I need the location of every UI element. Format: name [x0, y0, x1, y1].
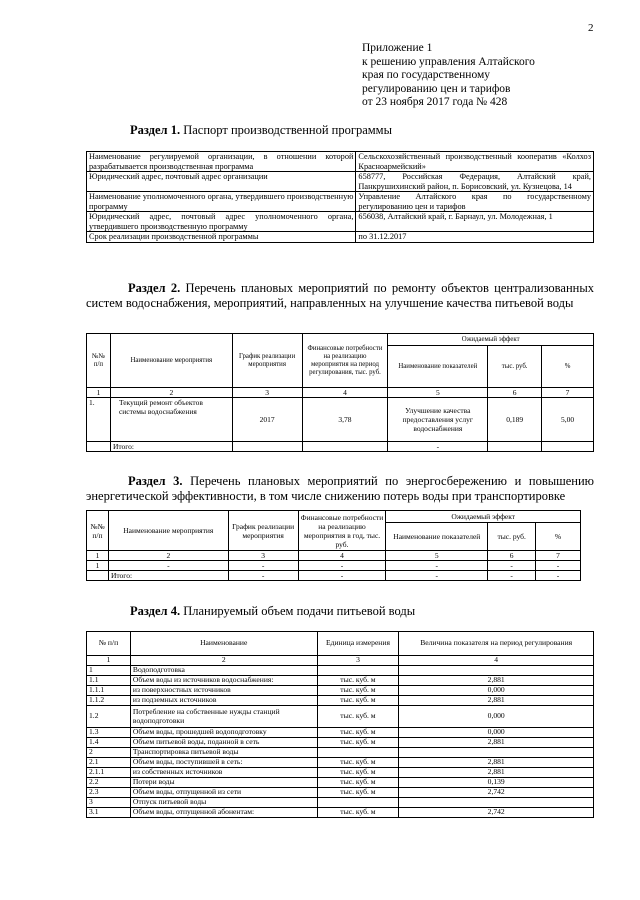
table-row — [87, 788, 594, 798]
header-num: № п/п — [87, 632, 131, 656]
table-row — [87, 192, 594, 212]
table-row — [87, 232, 594, 243]
header-indicator: Наименование показателей — [388, 346, 488, 388]
table-total-row — [87, 442, 594, 452]
row-name: Транспортировка питьевой воды — [130, 748, 317, 758]
row-num: 3 — [87, 798, 131, 808]
table-cell: - — [386, 571, 488, 581]
header-num: №№ п/п — [87, 511, 109, 551]
header-thousand: тыс. руб. — [488, 523, 536, 551]
table-row — [87, 561, 581, 571]
total-label: Итого: — [110, 442, 232, 452]
column-number: 5 — [388, 388, 488, 398]
column-number-row — [87, 656, 594, 666]
row-unit: тыс. куб. м — [317, 808, 399, 818]
column-number: 2 — [108, 551, 228, 561]
row-value: 2,881 — [399, 676, 594, 686]
table-row — [87, 808, 594, 818]
row-name: из подземных источников — [130, 696, 317, 706]
row-unit: тыс. куб. м — [317, 686, 399, 696]
appendix-line: к решению управления Алтайского — [362, 55, 535, 68]
table-cell: Наименование уполномоченного органа, утвердившего производственную программу — [87, 192, 356, 212]
table-row — [87, 152, 594, 172]
row-unit: тыс. куб. м — [317, 788, 399, 798]
row-unit — [317, 666, 399, 676]
row-unit — [317, 748, 399, 758]
row-value: 0,000 — [399, 706, 594, 728]
header-schedule: График реализации мероприятия — [228, 511, 298, 551]
column-number: 7 — [536, 551, 581, 561]
column-number: 7 — [542, 388, 594, 398]
table-cell — [542, 442, 594, 452]
row-name: из собственных источников — [130, 768, 317, 778]
row-name: Водоподготовка — [130, 666, 317, 676]
row-value — [399, 798, 594, 808]
table-cell: - — [298, 561, 386, 571]
row-value: 2,881 — [399, 738, 594, 748]
row-unit: тыс. куб. м — [317, 676, 399, 686]
column-number: 6 — [488, 551, 536, 561]
row-name: из поверхностных источников — [130, 686, 317, 696]
row-num: 1.3 — [87, 728, 131, 738]
row-value: 0,139 — [399, 778, 594, 788]
section4-title: Планируемый объем подачи питьевой воды — [183, 604, 416, 618]
header-thousand: тыс. руб. — [488, 346, 542, 388]
table-row — [87, 172, 594, 192]
column-number: 2 — [130, 656, 317, 666]
row-indicator: Улучшение качества предоставления услуг водоснабжения — [388, 398, 488, 442]
row-unit: тыс. куб. м — [317, 738, 399, 748]
row-name: Отпуск питьевой воды — [130, 798, 317, 808]
header-percent: % — [536, 523, 581, 551]
row-name: Объем воды, прошедшей водоподготовку — [130, 728, 317, 738]
row-unit: тыс. куб. м — [317, 728, 399, 738]
row-value — [399, 748, 594, 758]
table-row — [87, 706, 594, 728]
table-cell: - — [108, 561, 228, 571]
column-number: 5 — [386, 551, 488, 561]
appendix-line: от 23 ноября 2017 года № 428 — [362, 96, 508, 108]
row-value: 2,881 — [399, 768, 594, 778]
row-name: Объем воды из источников водоснабжения: — [130, 676, 317, 686]
table-cell: - — [298, 571, 386, 581]
section2-label: Раздел 2. — [128, 281, 181, 295]
table-cell: - — [488, 561, 536, 571]
row-value: 0,000 — [399, 728, 594, 738]
table-row — [87, 778, 594, 788]
table-row — [87, 686, 594, 696]
section2-heading — [86, 281, 594, 311]
table-cell: - — [228, 571, 298, 581]
row-percent: 5,00 — [542, 398, 594, 442]
row-num: 1.1.1 — [87, 686, 131, 696]
header-effect: Ожидаемый эффект — [386, 511, 581, 523]
table-row — [87, 696, 594, 706]
table-cell: 658777, Российская Федерация, Алтайский край, Панкрушихинский район, п. Борисовский, ул. Кузнецова, 14 — [356, 172, 594, 192]
row-name: Объем питьевой воды, поданной в сеть — [130, 738, 317, 748]
table-row — [87, 398, 594, 442]
header-finance: Финансовые потребности на реализацию мероприятия в год, тыс. руб. — [298, 511, 386, 551]
table-cell: Юридический адрес, почтовый адрес организации — [87, 172, 356, 192]
table-row — [87, 728, 594, 738]
header-schedule: График реализации мероприятия — [232, 334, 302, 388]
header-percent: % — [542, 346, 594, 388]
table-cell: Управление Алтайского края по государственному регулированию цен и тарифов — [356, 192, 594, 212]
row-unit: тыс. куб. м — [317, 768, 399, 778]
column-number: 1 — [87, 656, 131, 666]
row-name: Объем воды, поступившей в сеть: — [130, 758, 317, 768]
page-number: 2 — [588, 22, 594, 34]
table-row — [87, 212, 594, 232]
row-name: Объем воды, отпущенной из сети — [130, 788, 317, 798]
column-number: 4 — [302, 388, 388, 398]
row-num: 2.1.1 — [87, 768, 131, 778]
section4-heading — [130, 604, 415, 619]
appendix-line: регулированию цен и тарифов — [362, 82, 511, 95]
table-row — [87, 738, 594, 748]
row-value: 2,742 — [399, 788, 594, 798]
row-value — [399, 666, 594, 676]
column-number: 4 — [298, 551, 386, 561]
header-name: Наименование — [130, 632, 317, 656]
row-unit: тыс. куб. м — [317, 696, 399, 706]
column-number: 6 — [488, 388, 542, 398]
table-row — [87, 666, 594, 676]
section4-label: Раздел 4. — [130, 604, 181, 618]
row-num: 1.1 — [87, 676, 131, 686]
row-num: 1 — [87, 666, 131, 676]
row-num: 1.2 — [87, 706, 131, 728]
total-indicator: - — [388, 442, 488, 452]
row-value: 2,881 — [399, 758, 594, 768]
table-cell: - — [228, 561, 298, 571]
header-effect: Ожидаемый эффект — [388, 334, 594, 346]
row-num: 2 — [87, 748, 131, 758]
table-header-row — [87, 334, 594, 346]
header-value: Величина показателя на период регулирования — [399, 632, 594, 656]
row-name: Потери воды — [130, 778, 317, 788]
column-number-row — [87, 551, 581, 561]
row-value: 2,742 — [399, 808, 594, 818]
section1-passport-table — [86, 151, 594, 243]
table-cell: - — [488, 571, 536, 581]
section1-title: Паспорт производственной программы — [183, 123, 392, 137]
row-unit: тыс. куб. м — [317, 758, 399, 768]
row-thousand: 0,189 — [488, 398, 542, 442]
column-number: 4 — [399, 656, 594, 666]
total-label: Итого: — [108, 571, 228, 581]
row-num: 1.1.2 — [87, 696, 131, 706]
table-row — [87, 758, 594, 768]
table-total-row — [87, 571, 581, 581]
column-number-row — [87, 388, 594, 398]
column-number: 3 — [317, 656, 399, 666]
section3-energy-table — [86, 510, 581, 581]
section3-title: Перечень плановых мероприятий по энергосбережению и повышению энергетической эффективности, в том числе снижению потерь воды при транспортировке — [86, 474, 595, 503]
table-row — [87, 798, 594, 808]
row-num: 3.1 — [87, 808, 131, 818]
table-cell: Наименование регулируемой организации, в отношении которой разрабатывается производственная программа — [87, 152, 356, 172]
table-cell — [232, 442, 302, 452]
row-num: 2.1 — [87, 758, 131, 768]
row-num: 1. — [87, 398, 111, 442]
table-cell: Сельскохозяйственный производственный кооператив «Колхоз Красноармейский» — [356, 152, 594, 172]
table-cell — [87, 571, 109, 581]
table-cell: Срок реализации производственной программы — [87, 232, 356, 243]
appendix-line: Приложение 1 — [362, 42, 433, 54]
table-cell: 656038, Алтайский край, г. Барнаул, ул. Молодежная, 1 — [356, 212, 594, 232]
table-cell: Юридический адрес, почтовый адрес уполномоченного органа, утвердившего производственную программу — [87, 212, 356, 232]
row-unit: тыс. куб. м — [317, 706, 399, 728]
header-name: Наименование мероприятия — [110, 334, 232, 388]
table-cell: - — [536, 571, 581, 581]
table-cell: - — [386, 561, 488, 571]
row-unit: тыс. куб. м — [317, 778, 399, 788]
table-cell: - — [536, 561, 581, 571]
header-finance: Финансовые потребности на реализацию мероприятия на период регулирования, тыс. руб. — [302, 334, 388, 388]
row-finance: 3,78 — [302, 398, 388, 442]
table-cell: по 31.12.2017 — [356, 232, 594, 243]
section2-title: Перечень плановых мероприятий по ремонту объектов централизованных систем водоснабжения, мероприятий, направленных на улучшение качества питьевой воды — [86, 281, 594, 310]
row-schedule: 2017 — [232, 398, 302, 442]
row-num: 2.2 — [87, 778, 131, 788]
appendix-line: края по государственному — [362, 69, 490, 81]
table-header-row — [87, 632, 594, 656]
section2-repair-table — [86, 333, 594, 452]
section3-heading — [86, 474, 594, 504]
table-cell — [488, 442, 542, 452]
column-number: 3 — [232, 388, 302, 398]
header-indicator: Наименование показателей — [386, 523, 488, 551]
table-header-row — [87, 511, 581, 523]
section3-label: Раздел 3. — [128, 474, 183, 488]
header-name: Наименование мероприятия — [108, 511, 228, 551]
row-value: 0,000 — [399, 686, 594, 696]
column-number: 1 — [87, 388, 111, 398]
row-name: Текущий ремонт объектов системы водоснабжения — [110, 398, 232, 442]
column-number: 1 — [87, 551, 109, 561]
header-unit: Единица измерения — [317, 632, 399, 656]
row-name: Объем воды, отпущенной абонентам: — [130, 808, 317, 818]
section4-water-supply-table — [86, 631, 594, 818]
table-cell — [87, 442, 111, 452]
header-num: №№ п/п — [87, 334, 111, 388]
row-unit — [317, 798, 399, 808]
column-number: 2 — [110, 388, 232, 398]
table-cell — [302, 442, 388, 452]
row-num: 2.3 — [87, 788, 131, 798]
column-number: 3 — [228, 551, 298, 561]
section1-heading — [130, 123, 392, 138]
appendix-heading — [362, 42, 597, 110]
table-row — [87, 676, 594, 686]
section1-label: Раздел 1. — [130, 123, 181, 137]
row-value: 2,881 — [399, 696, 594, 706]
row-num: 1 — [87, 561, 109, 571]
row-num: 1.4 — [87, 738, 131, 748]
row-name: Потребление на собственные нужды станций водоподготовки — [130, 706, 317, 728]
table-row — [87, 768, 594, 778]
table-row — [87, 748, 594, 758]
